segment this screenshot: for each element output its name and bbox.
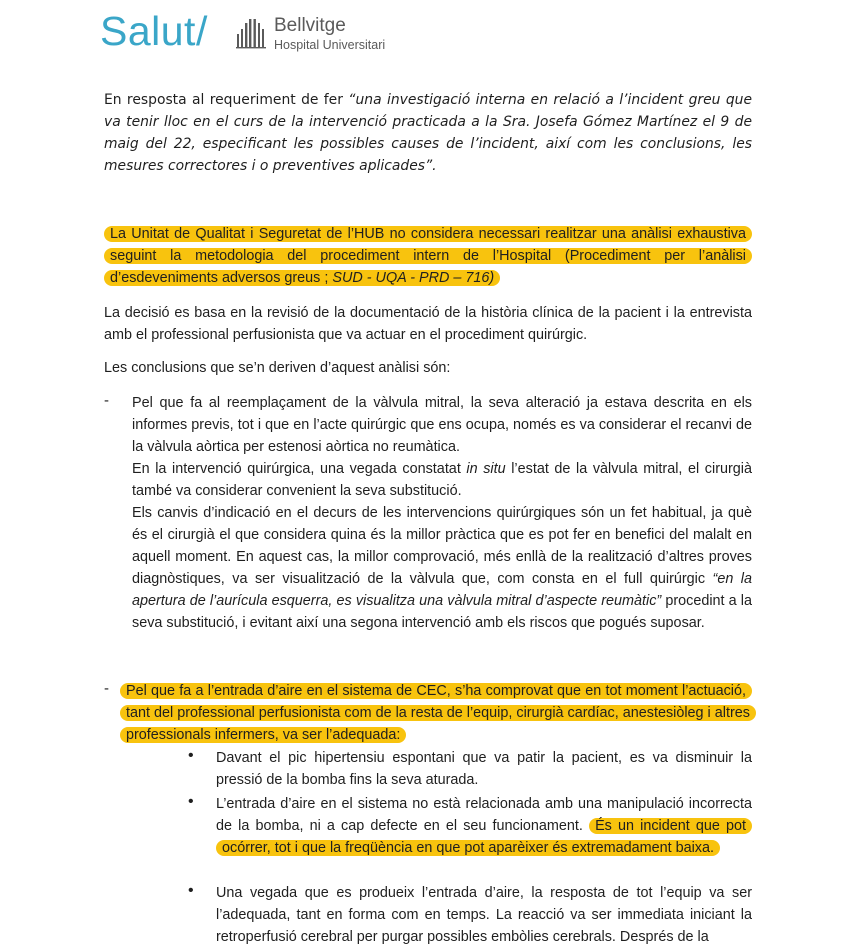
surgical-sheet-quote: “en la apertura de l’aurícula esquerra, es visualitza una vàlvula mitral d’aspecte reumàtic”	[132, 571, 752, 609]
bullet-mitral-valve	[132, 392, 752, 634]
highlight-block	[104, 226, 752, 286]
b-lead: En la intervenció quirúrgica, una vegada constatat	[132, 461, 467, 477]
sub-bullet-dot: •	[188, 882, 194, 899]
c-tail: procedint a la seva substitució, i evitant així una segona intervenció amb els riscos que pogués suposar.	[132, 593, 752, 631]
bullet1-part-c	[132, 502, 752, 634]
highlight-block: És un incident que pot ocórrer, tot i que la freqüència en que pot aparèixer és extremadament baixa.	[216, 818, 752, 856]
conclusions-intro: Les conclusions que se’n deriven d’aquest anàlisi són:	[104, 360, 451, 376]
bellvitge-name: Bellvitge	[274, 15, 346, 36]
bellvitge-logo	[236, 14, 436, 58]
p1-text: La Unitat de Qualitat i Seguretat de l’HUB no considera necessari realitzar una anàlisi exhaustiva seguint la metodologia del procediment intern de l’Hospital (Procediment per l’anàlisi d’esdeveniments adversos greus ;	[110, 226, 746, 286]
highlighted-decision-paragraph	[104, 223, 752, 289]
bullet-dash: -	[104, 680, 109, 697]
basis-paragraph: La decisió es basa en la revisió de la documentació de la història clínica de la pacient i la entrevista amb el professional perfusionista que va actuar en el procediment quirúrgic.	[104, 305, 752, 343]
highlight-block: Pel que fa a l’entrada d’aire en el sistema de CEC, s’ha comprovat que en tot moment l’actuació, tant del professional perfusionista com de la resta de l’equip, cirurgià cardíac, anestesiòleg i altres professionals infermers, va ser l’adequada:	[120, 683, 756, 743]
procedure-code: SUD - UQA - PRD – 716)	[332, 270, 495, 286]
bullet1-part-a: Pel que fa al reemplaçament de la vàlvula mitral, la seva alteració ja estava descrita en els informes previs, tot i que en l’acte quirúrgic que ens ocupa, només es va considerar el recanvi de la vàlvula aòrtica per estenosi aòrtica no reumàtica.	[132, 395, 752, 455]
sub-item-pressure: Davant el pic hipertensiu espontani que va patir la pacient, es va disminuir la pressió de la bomba fins la seva aturada.	[216, 750, 752, 788]
intro-paragraph	[104, 89, 752, 177]
c-lead: Els canvis d’indicació en el decurs de les intervencions quirúrgiques són un fet habitual, ja què és el cirurgià el que considera quina és la millor pràctica que es pot fer en benefici del malalt en aquell moment. En aquest cas, la millor comprovació, més enllà de la realització d’altres proves diagnòstiques, va ser visualització de la vàlvula que, com consta en el full quirúrgic	[132, 505, 752, 587]
in-situ: in situ	[466, 461, 506, 477]
sub-bullet-dot: •	[188, 793, 194, 810]
s2-lead: L’entrada d’aire en el sistema no està relacionada amb una manipulació incorrecta de la bomba, ni a cap defecte en el seu funcionament.	[216, 796, 752, 834]
sub-item-air-entry	[216, 793, 752, 859]
bullet-dash: -	[104, 392, 109, 409]
intro-lead: En resposta al requeriment de fer	[104, 92, 349, 108]
bullet-air-entry	[120, 680, 752, 746]
sub-bullet-dot: •	[188, 747, 194, 764]
intro-quote: “una investigació interna en relació a l’incident greu que va tenir lloc en el curs de la intervenció practicada a la Sra. Josefa Gómez Martínez el 9 de maig del 22, especificant les possibles causes de l’incident, així com les conclusions, les mesures correctores i o preventives aplicades”.	[104, 92, 752, 174]
bellvitge-bars-icon	[236, 17, 268, 49]
b-tail: l’estat de la vàlvula mitral, el cirurgià també va considerar convenient la seva substitució.	[132, 461, 752, 499]
bellvitge-subtitle: Hospital Universitari	[274, 38, 386, 52]
bullet1-part-b	[132, 458, 752, 502]
sub-item-team-response: Una vegada que es produeix l’entrada d’aire, la resposta de tot l’equip va ser l’adequada, tant en forma com en temps. La reacció va ser immediata iniciant la retroperfusió cerebral per purgar possibles embòlies cerebrals. Després de la	[216, 885, 752, 945]
salut-logo: Salut/	[100, 8, 208, 54]
